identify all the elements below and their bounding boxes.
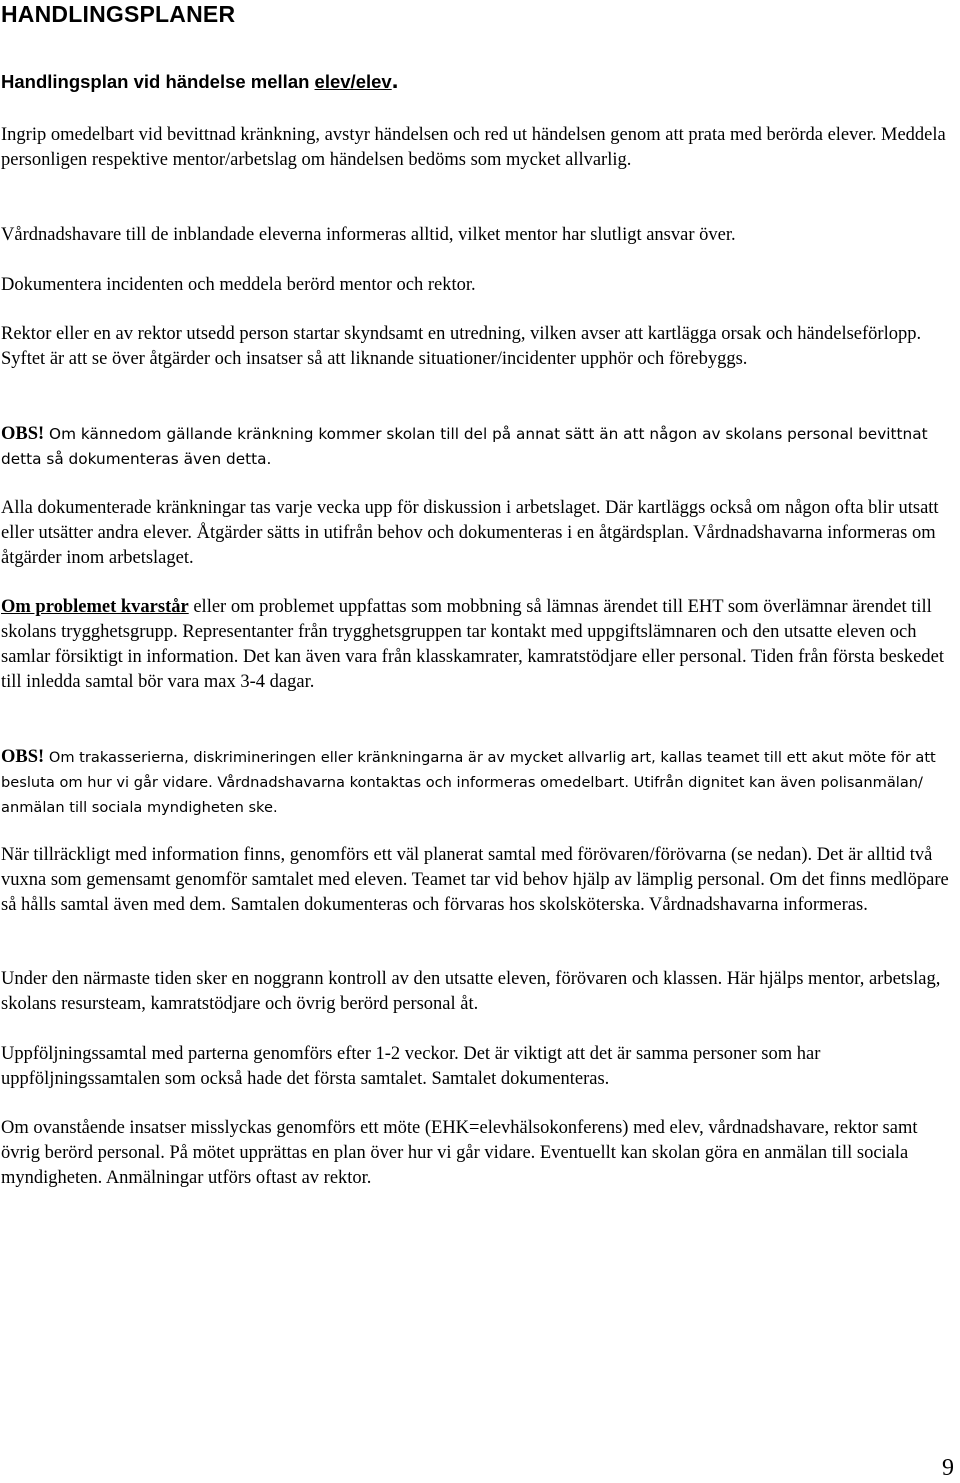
problem-persists-text: eller om problemet uppfattas som mobbning så lämnas ärendet till EHT som överlämnar ärendet till skolans trygghetsgrupp. Representanter från trygghetsgruppen tar kontakt med uppgiftslämnaren och den utsatte eleven och samlar försiktigt in information. Det kan även vara från klasskamrater, kamratstödjare eller personal. Tiden från första beskedet till inledda samtal bör vara max 3-4 dagar.: [1, 597, 944, 692]
subtitle-prefix: Handlingsplan vid händelse mellan: [1, 71, 315, 92]
paragraph-guardians: Vårdnadshavare till de inblandade eleverna informeras alltid, vilket mentor har slutligt ansvar över.: [1, 225, 736, 245]
paragraph-conversation: När tillräckligt med information finns, genomförs ett väl planerat samtal med förövaren/förövarna (se nedan). Det är alltid två vuxna som gemensamt genomför samtalet med eleven. Teamet tar vid behov hjälp av lämplig personal. Om det finns medlöpare så hålls samtal även med dem. Samtalen dokumenteras och förvaras hos skolsköterska. Vårdnadshavarna informeras.: [1, 845, 949, 915]
paragraph-principal: Rektor eller en av rektor utsedd person startar skyndsamt en utredning, vilken avser att kartlägga orsak och händelseförlopp. Syftet är att se över åtgärder och insatser så att liknande situationer/incidenter upphör och förebyggs.: [1, 324, 922, 369]
paragraph-intervene: Ingrip omedelbart vid bevittnad kränkning, avstyr händelsen och red ut händelsen genom att prata med berörda elever. Meddela personligen respektive mentor/arbetslag om händelsen bedöms som mycket allvarlig.: [1, 125, 946, 170]
obs-text: Om kännedom gällande kränkning kommer skolan till del på annat sätt än att någon av skolans personal bevittnat detta så dokumenteras även detta.: [1, 425, 928, 468]
obs-label: OBS!: [1, 424, 45, 444]
paragraph-documented-offenses: Alla dokumenterade kränkningar tas varje vecka upp för diskussion i arbetslaget. Där kartläggs också om någon ofta blir utsatt eller utsätter andra elever. Åtgärder sätts in utifrån behov och dokumenteras i en åtgärdsplan. Vårdnadshavarna informeras om åtgärder inom arbetslaget.: [1, 498, 939, 568]
paragraph-follow-up: Uppföljningssamtal med parterna genomförs efter 1-2 veckor. Det är viktigt att det är samma personer som har uppföljningssamtalen som också hade det första samtalet. Samtalet dokumenteras.: [1, 1044, 821, 1089]
paragraph-ehk-meeting: Om ovanstående insatser misslyckas genomförs ett möte (EHK=elevhälsokonferens) med elev, vårdnadshavare, rektor samt övrig berörd personal. På mötet upprättas en plan över hur vi går vidare. Eventuellt kan skolan göra en anmälan till sociala myndigheten. Anmälningar utförs oftast av rektor.: [1, 1118, 918, 1188]
subtitle-suffix: .: [391, 67, 399, 94]
paragraph-obs-serious: [1, 745, 956, 820]
paragraph-follow-control: Under den närmaste tiden sker en noggrann kontroll av den utsatte eleven, förövaren och klassen. Här hjälps mentor, arbetslag, skolans resursteam, kamratstödjare och övrig berörd personal åt.: [1, 969, 941, 1014]
paragraph-document: Dokumentera incidenten och meddela berörd mentor och rektor.: [1, 275, 476, 295]
problem-persists-label: Om problemet kvarstår: [1, 597, 189, 617]
obs-serious-label: OBS!: [1, 747, 45, 767]
page-number: 9: [942, 1455, 954, 1481]
page-title: HANDLINGSPLANER: [1, 1, 236, 27]
paragraph-obs-knowledge: [1, 422, 956, 472]
obs-serious-text: Om trakasserierna, diskrimineringen eller kränkningarna är av mycket allvarlig art, kallas teamet till ett akut möte för att besluta om hur vi går vidare. Vårdnadshavarna kontaktas och informeras omedelbart. Utifrån dignitet kan även polisanmälan/ anmälan till sociala myndigheten ske.: [1, 749, 936, 816]
subtitle-underlined: elev/elev: [314, 71, 392, 92]
section-subtitle: [1, 67, 399, 94]
paragraph-problem-persists: [1, 595, 956, 695]
